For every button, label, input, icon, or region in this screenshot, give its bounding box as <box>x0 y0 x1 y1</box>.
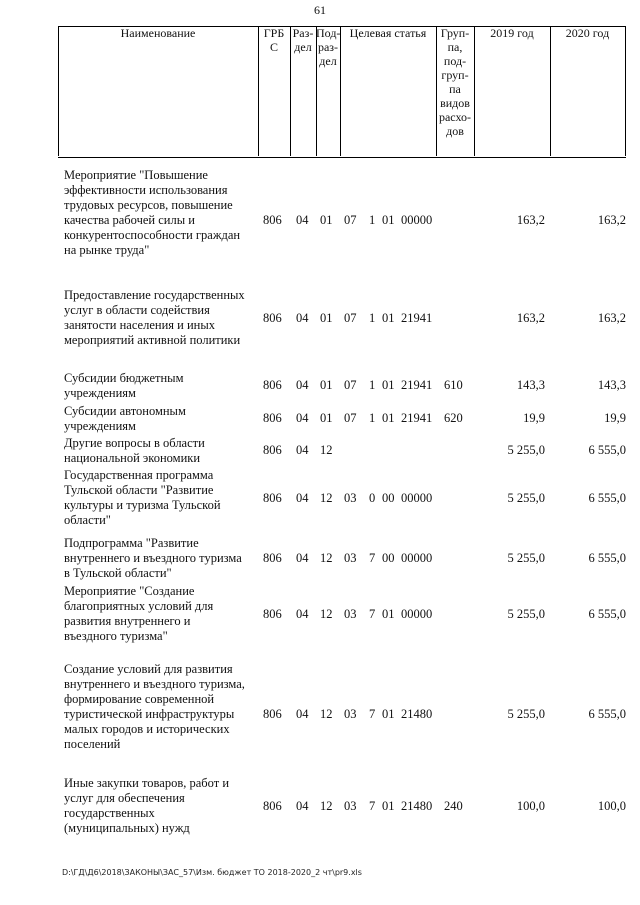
cell-cs2: 1 <box>369 213 376 227</box>
cell-cs3: 01 <box>382 411 395 425</box>
header-target-article: Целевая статья <box>349 26 427 40</box>
header-expense-group: Груп- па, под- груп- па видов расхо- дов <box>438 26 472 138</box>
cell-rz: 04 <box>296 707 309 721</box>
cell-pr: 12 <box>320 491 333 505</box>
cell-cs4: 00000 <box>401 213 433 227</box>
cell-2019: 100,0 <box>516 799 545 813</box>
cell-2019: 163,2 <box>516 311 545 325</box>
cell-grbs: 806 <box>263 707 282 721</box>
cell-grbs: 806 <box>263 411 282 425</box>
cell-grbs: 806 <box>263 378 282 392</box>
cell-cs2: 7 <box>369 799 376 813</box>
header-name: Наименование <box>120 26 196 40</box>
cell-pr: 01 <box>320 411 333 425</box>
cell-2019: 163,2 <box>516 213 545 227</box>
cell-grbs: 806 <box>263 213 282 227</box>
cell-cs3: 01 <box>382 799 395 813</box>
cell-cs4: 21941 <box>401 411 433 425</box>
row-name: Мероприятие "Создание благоприятных условий для развития внутреннего и въездного туризма" <box>64 584 214 643</box>
row-name: Подпрограмма "Развитие внутреннего и въездного туризма в Тульской области" <box>64 536 242 580</box>
cell-2020: 6 555,0 <box>588 551 626 565</box>
row-name: Иные закупки товаров, работ и услуг для обеспечения государственных (муниципальных) нужд <box>64 776 230 835</box>
cell-grbs: 806 <box>263 799 282 813</box>
cell-2019: 143,3 <box>516 378 545 392</box>
cell-pr: 12 <box>320 551 333 565</box>
cell-2019: 5 255,0 <box>507 551 545 565</box>
cell-pr: 12 <box>320 443 333 457</box>
cell-2019: 5 255,0 <box>507 443 545 457</box>
cell-cs3: 01 <box>382 378 395 392</box>
cell-rz: 04 <box>296 607 309 621</box>
cell-grbs: 806 <box>263 551 282 565</box>
cell-rz: 04 <box>296 311 309 325</box>
cell-rz: 04 <box>296 551 309 565</box>
cell-cs3: 01 <box>382 311 395 325</box>
cell-cs4: 21941 <box>401 311 433 325</box>
cell-pr: 12 <box>320 799 333 813</box>
cell-2020: 6 555,0 <box>588 443 626 457</box>
cell-cs2: 1 <box>369 411 376 425</box>
budget-table <box>58 26 626 835</box>
cell-cs3: 01 <box>382 607 395 621</box>
cell-cs4: 00000 <box>401 607 433 621</box>
row-name: Субсидии бюджетным учреждениям <box>64 371 184 400</box>
cell-cs3: 01 <box>382 707 395 721</box>
cell-2020: 19,9 <box>604 411 626 425</box>
cell-2019: 5 255,0 <box>507 707 545 721</box>
table-header <box>58 26 626 158</box>
row-name: Предоставление государственных услуг в области содействия занятости населения и иных мероприятий активной политики <box>64 288 245 347</box>
cell-cs3: 01 <box>382 213 395 227</box>
cell-cs1: 07 <box>344 378 357 392</box>
cell-2020: 163,2 <box>597 213 626 227</box>
cell-vr: 610 <box>444 378 463 392</box>
cell-cs4: 00000 <box>401 551 433 565</box>
cell-cs1: 03 <box>344 607 357 621</box>
page-number: 61 <box>314 3 326 17</box>
cell-2020: 143,3 <box>597 378 626 392</box>
cell-cs4: 00000 <box>401 491 433 505</box>
cell-cs2: 7 <box>369 551 376 565</box>
header-section: Раз- дел <box>292 26 314 54</box>
row-name: Субсидии автономным учреждениям <box>64 404 186 433</box>
cell-cs3: 00 <box>382 491 395 505</box>
cell-grbs: 806 <box>263 491 282 505</box>
cell-cs4: 21480 <box>401 799 433 813</box>
cell-pr: 01 <box>320 378 333 392</box>
cell-cs1: 03 <box>344 491 357 505</box>
cell-2020: 6 555,0 <box>588 491 626 505</box>
cell-cs2: 1 <box>369 311 376 325</box>
file-path-footer: D:\ГД\Д6\2018\ЗАКОНЫ\ЗАС_57\Изм. бюджет ТО 2018-2020_2 чт\pr9.xls <box>62 868 362 877</box>
cell-grbs: 806 <box>263 443 282 457</box>
cell-cs1: 07 <box>344 411 357 425</box>
row-name: Государственная программа Тульской области "Развитие культуры и туризма Тульской области" <box>64 468 221 527</box>
cell-cs3: 00 <box>382 551 395 565</box>
cell-cs1: 07 <box>344 213 357 227</box>
cell-2020: 163,2 <box>597 311 626 325</box>
cell-2020: 100,0 <box>597 799 626 813</box>
cell-pr: 12 <box>320 607 333 621</box>
cell-cs4: 21480 <box>401 707 433 721</box>
cell-cs1: 03 <box>344 707 357 721</box>
cell-vr: 240 <box>444 799 463 813</box>
row-name: Другие вопросы в области национальной экономики <box>64 436 205 465</box>
header-2019: 2019 год <box>490 26 534 40</box>
cell-cs1: 03 <box>344 799 357 813</box>
cell-rz: 04 <box>296 411 309 425</box>
cell-pr: 01 <box>320 311 333 325</box>
cell-2019: 5 255,0 <box>507 607 545 621</box>
cell-2019: 19,9 <box>523 411 545 425</box>
cell-pr: 01 <box>320 213 333 227</box>
cell-rz: 04 <box>296 378 309 392</box>
header-subsection: Под- раз- дел <box>316 26 341 68</box>
cell-cs2: 1 <box>369 378 376 392</box>
cell-rz: 04 <box>296 799 309 813</box>
cell-rz: 04 <box>296 213 309 227</box>
cell-grbs: 806 <box>263 311 282 325</box>
cell-vr: 620 <box>444 411 463 425</box>
cell-pr: 12 <box>320 707 333 721</box>
cell-2020: 6 555,0 <box>588 707 626 721</box>
cell-cs1: 03 <box>344 551 357 565</box>
cell-cs2: 7 <box>369 707 376 721</box>
row-name: Мероприятие "Повышение эффективности использования трудовых ресурсов, повышение качества рабочей силы и конкурентоспособности граждан на рынке труда" <box>64 168 241 257</box>
cell-2019: 5 255,0 <box>507 491 545 505</box>
cell-cs4: 21941 <box>401 378 433 392</box>
cell-rz: 04 <box>296 443 309 457</box>
row-name: Создание условий для развития внутреннего и въездного туризма, формирование современной туристической инфраструктуры малых городов и исторических поселений <box>64 662 245 751</box>
cell-cs2: 7 <box>369 607 376 621</box>
header-grbs: ГРБ С <box>263 26 285 54</box>
cell-2020: 6 555,0 <box>588 607 626 621</box>
cell-cs1: 07 <box>344 311 357 325</box>
cell-grbs: 806 <box>263 607 282 621</box>
cell-rz: 04 <box>296 491 309 505</box>
header-2020: 2020 год <box>565 26 610 40</box>
cell-cs2: 0 <box>369 491 376 505</box>
